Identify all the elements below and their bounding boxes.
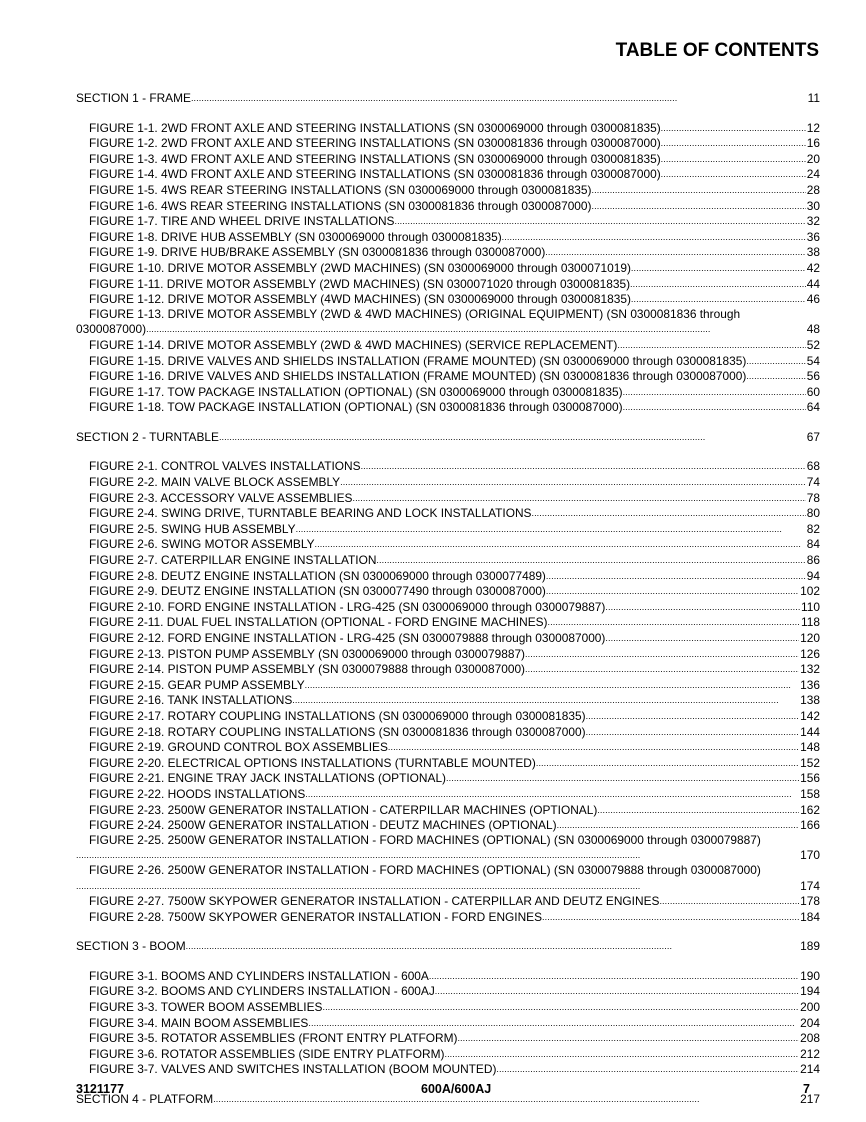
toc-figure-entry-page: 148 (800, 740, 820, 755)
toc-figure-entry-label: FIGURE 2-16. TANK INSTALLATIONS (89, 693, 293, 708)
toc-figure-entry-label: FIGURE 1-2. 2WD FRONT AXLE AND STEERING INSTALLATIONS (SN 0300081836 through 0300087000) (89, 136, 661, 151)
dot-leader (592, 182, 806, 198)
toc-figure-entry-label: FIGURE 2-20. ELECTRICAL OPTIONS INSTALLATIONS (TURNTABLE MOUNTED) (89, 755, 536, 770)
toc-section-entry[interactable] (76, 429, 820, 445)
toc-figure-entry[interactable] (76, 786, 820, 802)
toc-figure-entry-label: FIGURE 3-6. ROTATOR ASSEMBLIES (SIDE ENTRY PLATFORM) (89, 1046, 445, 1061)
dot-leader (322, 999, 799, 1015)
toc-figure-entry-page: 64 (806, 400, 820, 415)
toc-figure-entry-label: FIGURE 1-7. TIRE AND WHEEL DRIVE INSTALLATIONS (89, 214, 395, 229)
dot-leader (659, 893, 799, 909)
toc-figure-entry-label: FIGURE 3-2. BOOMS AND CYLINDERS INSTALLATION - 600AJ (89, 984, 435, 999)
toc-figure-entry-page: 24 (806, 167, 820, 182)
toc-figure-entry-label: FIGURE 2-4. SWING DRIVE, TURNTABLE BEARING AND LOCK INSTALLATIONS (89, 506, 532, 521)
toc-figure-entry-label: FIGURE 2-10. FORD ENGINE INSTALLATION - LRG-425 (SN 0300069000 through 0300079887) (89, 599, 606, 614)
toc-figure-entry-label: FIGURE 1-12. DRIVE MOTOR ASSEMBLY (4WD MACHINES) (SN 0300069000 through 0300081835) (89, 292, 631, 307)
dot-leader (213, 1091, 799, 1107)
toc-section-entry[interactable] (76, 90, 820, 106)
footer-model: 600A/600AJ (421, 1082, 492, 1096)
dot-leader (340, 474, 806, 490)
toc-figure-entry[interactable] (76, 692, 820, 708)
toc-figure-entry[interactable] (76, 770, 820, 786)
toc-figure-entry-page: 152 (800, 755, 820, 770)
toc-figure-entry-label: FIGURE 1-17. TOW PACKAGE INSTALLATION (OPTIONAL) (SN 0300069000 through 0300081835) (89, 384, 623, 399)
toc-figure-entry[interactable] (76, 244, 820, 260)
toc-figure-entry[interactable] (76, 708, 820, 724)
toc-figure-entry[interactable] (76, 817, 820, 833)
toc-figure-entry-page: 52 (806, 337, 820, 352)
dot-leader (557, 817, 800, 833)
toc-figure-entry-page: 178 (800, 894, 820, 909)
toc-figure-entry-continuation (76, 321, 820, 337)
toc-figure-entry-page: 138 (800, 693, 820, 708)
toc-figure-entry[interactable] (76, 599, 820, 615)
dot-leader (531, 505, 805, 521)
dot-leader (661, 120, 806, 136)
toc-figure-entry[interactable] (76, 198, 820, 214)
dot-leader (305, 786, 799, 802)
dot-leader (457, 1030, 799, 1046)
toc-figure-entry-label: FIGURE 3-5. ROTATOR ASSEMBLIES (FRONT ENTRY PLATFORM) (89, 1031, 458, 1046)
toc-figure-entry-label: FIGURE 2-7. CATERPILLAR ENGINE INSTALLATION (89, 553, 377, 568)
toc-figure-entry[interactable] (76, 724, 820, 740)
toc-figure-entry-page: 110 (801, 599, 820, 614)
dot-leader (536, 755, 799, 771)
dot-leader (76, 878, 799, 894)
toc-figure-entry[interactable] (76, 260, 820, 276)
toc-figure-entry-page: 174 (800, 878, 820, 893)
toc-figure-entry-label: FIGURE 2-19. GROUND CONTROL BOX ASSEMBLIES (89, 740, 388, 755)
toc-figure-entry-label: FIGURE 1-16. DRIVE VALVES AND SHIELDS INSTALLATION (FRAME MOUNTED) (SN 0300081836 through 0300087000) (89, 369, 747, 384)
dot-leader (545, 244, 805, 260)
dot-leader (546, 583, 799, 599)
toc-figure-entry[interactable] (76, 630, 820, 646)
toc-figure-entry[interactable] (76, 120, 820, 136)
toc-figure-entry[interactable] (76, 474, 820, 490)
toc-figure-entry[interactable] (76, 983, 820, 999)
toc-figure-entry-label: FIGURE 1-4. 4WD FRONT AXLE AND STEERING INSTALLATIONS (SN 0300081836 through 0300087000) (89, 167, 661, 182)
toc-figure-entry-label: FIGURE 1-8. DRIVE HUB ASSEMBLY (SN 0300069000 through 0300081835) (89, 229, 502, 244)
toc-figure-entry[interactable] (76, 490, 820, 506)
toc-figure-entry-page: 80 (806, 506, 820, 521)
toc-figure-entry-label: FIGURE 1-9. DRIVE HUB/BRAKE ASSEMBLY (SN 0300081836 through 0300087000) (89, 245, 546, 260)
toc-figure-entry[interactable] (76, 368, 820, 384)
dot-leader (429, 968, 799, 984)
toc-figure-entry-label: FIGURE 2-1. CONTROL VALVES INSTALLATIONS (89, 459, 361, 474)
toc-figure-entry-label: FIGURE 2-28. 7500W SKYPOWER GENERATOR INSTALLATION - FORD ENGINES (89, 909, 543, 924)
toc-figure-entry-label: FIGURE 2-5. SWING HUB ASSEMBLY (89, 521, 296, 536)
toc-figure-entry-page: 94 (806, 568, 820, 583)
dot-leader (525, 661, 799, 677)
toc-figure-entry-label: FIGURE 2-2. MAIN VALVE BLOCK ASSEMBLY (89, 475, 341, 490)
toc-figure-entry-page: 142 (800, 708, 820, 723)
toc-section-entry-page: 217 (800, 1092, 820, 1107)
toc-figure-entry[interactable] (76, 166, 820, 182)
toc-section-entry-label: SECTION 4 - PLATFORM (76, 1092, 214, 1107)
toc-figure-entry-page: 16 (806, 136, 820, 151)
toc-figure-entry-page: 120 (800, 631, 820, 645)
toc-figure-entry[interactable] (76, 863, 820, 893)
dot-leader (631, 291, 806, 307)
dot-leader (617, 337, 805, 353)
toc-figure-entry[interactable] (76, 384, 820, 400)
toc-figure-entry-label: FIGURE 2-21. ENGINE TRAY JACK INSTALLATIONS (OPTIONAL) (89, 771, 447, 786)
toc-figure-entry[interactable] (76, 458, 820, 474)
toc-figure-entry-label: FIGURE 2-17. ROTARY COUPLING INSTALLATIONS (SN 0300069000 through 0300081835) (89, 708, 586, 723)
dot-leader (542, 909, 799, 925)
dot-leader (605, 630, 799, 646)
toc-figure-entry-page: 82 (806, 521, 820, 536)
toc-figure-entry-page: 36 (806, 229, 820, 244)
toc-figure-entry-label: FIGURE 2-23. 2500W GENERATOR INSTALLATION - CATERPILLAR MACHINES (OPTIONAL) (89, 802, 598, 817)
toc-figure-entry-label: FIGURE 2-13. PISTON PUMP ASSEMBLY (SN 0300069000 through 0300079887) (89, 646, 526, 661)
toc-figure-entry-page: 144 (800, 724, 820, 739)
toc-figure-entry-label: FIGURE 3-1. BOOMS AND CYLINDERS INSTALLATION - 600A (89, 968, 429, 983)
toc-figure-entry[interactable] (76, 213, 820, 229)
dot-leader (746, 368, 805, 384)
toc-figure-entry-page: 86 (806, 553, 820, 568)
table-of-contents (76, 90, 820, 1107)
dot-leader (746, 353, 805, 369)
toc-figure-entry[interactable] (76, 151, 820, 167)
toc-figure-entry-page: 78 (806, 490, 820, 505)
toc-figure-entry-label: FIGURE 2-18. ROTARY COUPLING INSTALLATIONS (SN 0300081836 through 0300087000) (89, 724, 586, 739)
dot-leader (496, 1061, 799, 1077)
toc-figure-entry-page: 38 (806, 245, 820, 260)
dot-leader (631, 260, 806, 276)
toc-figure-entry[interactable] (76, 291, 820, 307)
toc-figure-entry[interactable] (76, 307, 820, 337)
dot-leader (186, 938, 799, 954)
toc-figure-entry-label: FIGURE 1-15. DRIVE VALVES AND SHIELDS INSTALLATION (FRAME MOUNTED) (SN 0300069000 through 0300081835) (89, 353, 747, 368)
toc-figure-entry-label: FIGURE 3-7. VALVES AND SWITCHES INSTALLATION (BOOM MOUNTED) (89, 1062, 497, 1077)
toc-section-entry[interactable] (76, 938, 820, 954)
toc-figure-entry[interactable] (76, 583, 820, 599)
dot-leader (661, 135, 806, 151)
toc-figure-entry[interactable] (76, 833, 820, 863)
toc-figure-entry-page: 162 (800, 802, 820, 817)
toc-figure-entry[interactable] (76, 968, 820, 984)
toc-figure-entry[interactable] (76, 1030, 820, 1046)
toc-figure-entry[interactable] (76, 337, 820, 353)
dot-leader (623, 399, 806, 415)
toc-figure-entry-label: FIGURE 2-25. 2500W GENERATOR INSTALLATION - FORD MACHINES (OPTIONAL) (SN 0300069000 through 0300079887) (89, 832, 761, 847)
toc-figure-entry-page: 212 (800, 1046, 820, 1061)
toc-figure-entry-label: FIGURE 2-15. GEAR PUMP ASSEMBLY (89, 677, 305, 692)
dot-leader (525, 646, 799, 662)
footer-page-number: 7 (803, 1082, 810, 1096)
toc-figure-entry-page: 84 (806, 537, 820, 552)
toc-figure-entry-page: 20 (806, 151, 820, 166)
footer-doc-number: 3121177 (76, 1082, 124, 1096)
toc-figure-entry-label: FIGURE 2-14. PISTON PUMP ASSEMBLY (SN 0300079888 through 0300087000) (89, 662, 526, 677)
toc-figure-entry-page: 170 (800, 848, 820, 863)
toc-figure-entry-page: 194 (800, 984, 820, 999)
toc-figure-entry-page: 156 (800, 771, 820, 786)
toc-figure-entry-page: 214 (800, 1062, 820, 1077)
toc-figure-entry-label: FIGURE 1-1. 2WD FRONT AXLE AND STEERING INSTALLATIONS (SN 0300069000 through 0300081835) (89, 120, 661, 135)
toc-figure-entry-label: FIGURE 2-3. ACCESSORY VALVE ASSEMBLIES (89, 490, 353, 505)
toc-figure-entry[interactable] (76, 909, 820, 925)
dot-leader (597, 802, 799, 818)
toc-figure-entry-page: 30 (806, 198, 820, 213)
toc-figure-entry-page: 208 (800, 1031, 820, 1046)
toc-figure-entry-label: FIGURE 1-18. TOW PACKAGE INSTALLATION (OPTIONAL) (SN 0300081836 through 0300087000) (89, 400, 623, 415)
toc-figure-entry[interactable] (76, 614, 820, 630)
toc-figure-entry[interactable] (76, 353, 820, 369)
toc-figure-entry[interactable] (76, 755, 820, 771)
toc-figure-entry[interactable] (76, 229, 820, 245)
toc-section-entry-page: 67 (806, 429, 820, 444)
toc-figure-entry-page: 184 (800, 909, 820, 924)
toc-figure-entry-page: 74 (806, 475, 820, 490)
toc-figure-entry-label: FIGURE 1-3. 4WD FRONT AXLE AND STEERING INSTALLATIONS (SN 0300069000 through 0300081835) (89, 151, 661, 166)
toc-figure-entry-page: 166 (800, 818, 820, 833)
dot-leader (623, 384, 806, 400)
toc-figure-entry[interactable] (76, 568, 820, 584)
toc-figure-entry-label: FIGURE 2-9. DEUTZ ENGINE INSTALLATION (SN 0300077490 through 0300087000) (89, 584, 546, 599)
dot-leader (352, 490, 805, 506)
dot-leader (435, 983, 799, 999)
dot-leader (502, 229, 806, 245)
toc-figure-entry[interactable] (76, 1061, 820, 1077)
page-title: TABLE OF CONTENTS (615, 40, 819, 61)
toc-figure-entry-label: FIGURE 1-6. 4WS REAR STEERING INSTALLATIONS (SN 0300081836 through 0300087000) (89, 198, 592, 213)
toc-figure-entry-page: 136 (800, 677, 820, 692)
dot-leader (376, 552, 805, 568)
toc-figure-entry-label: FIGURE 3-4. MAIN BOOM ASSEMBLIES (89, 1015, 309, 1030)
toc-section-entry-page: 189 (800, 939, 820, 954)
toc-figure-entry[interactable] (76, 552, 820, 568)
dot-leader (219, 429, 806, 445)
dot-leader (296, 521, 806, 537)
toc-figure-entry-label-continued: 0300087000) (76, 322, 147, 337)
toc-figure-entry-label: FIGURE 1-14. DRIVE MOTOR ASSEMBLY (2WD & 4WD MACHINES) (SERVICE REPLACEMENT) (89, 337, 618, 352)
dot-leader (305, 677, 800, 693)
toc-figure-entry-page: 60 (806, 384, 820, 399)
toc-figure-entry[interactable] (76, 739, 820, 755)
toc-figure-entry-page: 204 (800, 1015, 820, 1030)
toc-figure-entry[interactable] (76, 893, 820, 909)
toc-figure-entry-page: 28 (806, 182, 820, 197)
dot-leader (630, 276, 806, 292)
dot-leader (592, 198, 806, 214)
toc-figure-entry-label: FIGURE 1-10. DRIVE MOTOR ASSEMBLY (2WD MACHINES) (SN 0300069000 through 0300071019) (89, 260, 631, 275)
dot-leader (586, 708, 800, 724)
toc-figure-entry-label: FIGURE 1-5. 4WS REAR STEERING INSTALLATIONS (SN 0300069000 through 0300081835) (89, 182, 592, 197)
dot-leader (361, 458, 806, 474)
toc-figure-entry-label: FIGURE 2-22. HOODS INSTALLATIONS (89, 786, 306, 801)
toc-section-entry-label: SECTION 1 - FRAME (76, 91, 191, 105)
toc-figure-entry[interactable] (76, 521, 820, 537)
toc-figure-entry-label: FIGURE 2-11. DUAL FUEL INSTALLATION (OPTIONAL - FORD ENGINE MACHINES) (89, 615, 548, 630)
toc-figure-entry-page: 54 (806, 353, 820, 368)
toc-figure-entry-label: FIGURE 2-6. SWING MOTOR ASSEMBLY (89, 537, 315, 552)
toc-figure-entry-label: FIGURE 3-3. TOWER BOOM ASSEMBLIES (89, 1000, 323, 1015)
toc-figure-entry-page: 42 (806, 260, 820, 275)
toc-figure-entry-label: FIGURE 2-24. 2500W GENERATOR INSTALLATION - DEUTZ MACHINES (OPTIONAL) (89, 818, 557, 833)
toc-figure-entry-label: FIGURE 1-13. DRIVE MOTOR ASSEMBLY (2WD & 4WD MACHINES) (ORIGINAL EQUIPMENT) (SN 0300081836 through (89, 306, 741, 321)
dot-leader (661, 151, 806, 167)
toc-figure-entry[interactable] (76, 1046, 820, 1062)
toc-figure-entry-page: 126 (800, 646, 820, 661)
toc-figure-entry[interactable] (76, 802, 820, 818)
toc-figure-entry[interactable] (76, 661, 820, 677)
toc-figure-entry[interactable] (76, 1015, 820, 1031)
dot-leader (292, 692, 799, 708)
toc-figure-entry-page: 44 (806, 276, 820, 291)
toc-figure-entry-label: FIGURE 2-27. 7500W SKYPOWER GENERATOR INSTALLATION - CATERPILLAR AND DEUTZ ENGINES (89, 894, 660, 909)
toc-figure-entry[interactable] (76, 999, 820, 1015)
toc-figure-entry-continuation (76, 878, 820, 894)
toc-figure-entry-label: FIGURE 2-12. FORD ENGINE INSTALLATION - LRG-425 (SN 0300079888 through 0300087000) (89, 631, 606, 645)
toc-figure-entry[interactable] (76, 399, 820, 415)
toc-figure-entry-page: 132 (800, 662, 820, 677)
toc-figure-entry-page: 48 (806, 322, 820, 337)
toc-section-entry-label: SECTION 3 - BOOM (76, 939, 186, 954)
toc-figure-entry[interactable] (76, 536, 820, 552)
dot-leader (76, 847, 799, 863)
dot-leader (146, 321, 806, 337)
toc-figure-entry-page: 56 (806, 369, 820, 384)
toc-figure-entry-page: 46 (806, 292, 820, 307)
dot-leader (661, 166, 806, 182)
toc-figure-entry-page: 158 (800, 786, 820, 801)
toc-figure-entry[interactable] (76, 182, 820, 198)
toc-figure-entry-label: FIGURE 2-8. DEUTZ ENGINE INSTALLATION (SN 0300069000 through 0300077489) (89, 568, 546, 583)
dot-leader (548, 614, 801, 630)
toc-figure-entry[interactable] (76, 677, 820, 693)
toc-figure-entry-page: 32 (806, 214, 820, 229)
toc-figure-entry-page: 190 (800, 968, 820, 983)
toc-figure-entry[interactable] (76, 276, 820, 292)
toc-figure-entry-page: 68 (806, 459, 820, 474)
toc-figure-entry[interactable] (76, 135, 820, 151)
toc-figure-entry-page: 200 (800, 1000, 820, 1015)
toc-figure-entry-page: 12 (806, 120, 820, 135)
dot-leader (586, 724, 800, 740)
dot-leader (394, 213, 805, 229)
dot-leader (605, 599, 800, 615)
dot-leader (444, 1046, 799, 1062)
toc-figure-entry-label: FIGURE 1-11. DRIVE MOTOR ASSEMBLY (2WD MACHINES) (SN 0300071020 through 0300081835) (89, 276, 631, 291)
toc-figure-entry-label: FIGURE 2-26. 2500W GENERATOR INSTALLATION - FORD MACHINES (OPTIONAL) (SN 0300079888 through 0300087000) (89, 862, 761, 877)
dot-leader (546, 568, 806, 584)
toc-figure-entry[interactable] (76, 646, 820, 662)
toc-figure-entry[interactable] (76, 505, 820, 521)
dot-leader (315, 536, 806, 552)
dot-leader (308, 1015, 799, 1031)
toc-figure-entry-continuation (76, 847, 820, 863)
toc-figure-entry-page: 102 (800, 584, 820, 599)
toc-section-entry-label: SECTION 2 - TURNTABLE (76, 429, 219, 444)
dot-leader (446, 770, 799, 786)
dot-leader (191, 90, 807, 106)
toc-figure-entry-page: 118 (801, 615, 820, 630)
dot-leader (388, 739, 799, 755)
toc-section-entry-page: 11 (807, 91, 820, 105)
